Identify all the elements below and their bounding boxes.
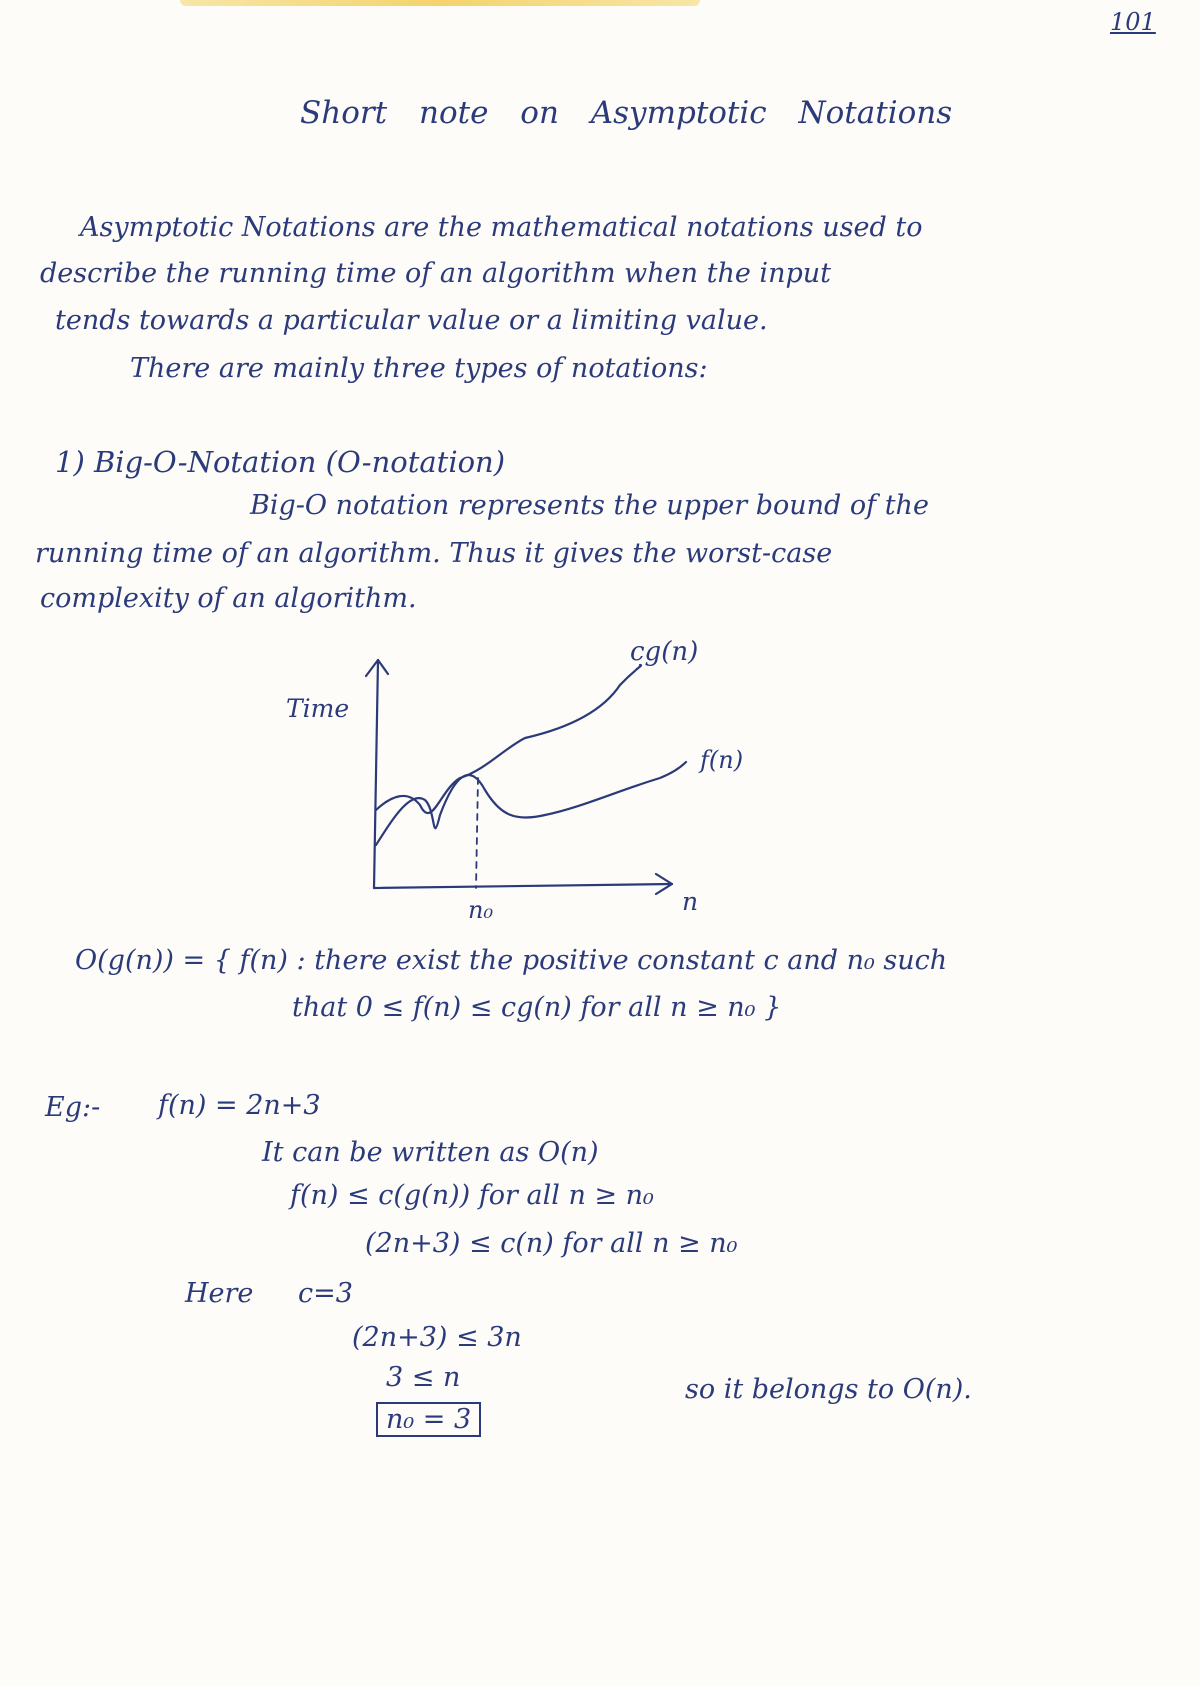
y-axis-label: Time bbox=[286, 694, 350, 723]
x-axis-label: n bbox=[682, 887, 699, 916]
example-step-3: (2n+3) ≤ 3n bbox=[352, 1322, 522, 1353]
f-n-label: f(n) bbox=[700, 746, 744, 774]
c-value: c=3 bbox=[298, 1278, 353, 1309]
example-written-as: It can be written as O(n) bbox=[262, 1137, 599, 1168]
example-function: f(n) = 2n+3 bbox=[158, 1090, 321, 1121]
section-heading-big-o: 1) Big-O-Notation (O-notation) bbox=[55, 445, 506, 479]
section1-line-3: complexity of an algorithm. bbox=[40, 583, 417, 614]
page-title: Short note on Asymptotic Notations bbox=[300, 95, 953, 131]
definition-line-1: O(g(n)) = { f(n) : there exist the positive constant c and n₀ such bbox=[75, 945, 948, 976]
example-step-1: f(n) ≤ c(g(n)) for all n ≥ n₀ bbox=[290, 1180, 654, 1211]
example-step-4: 3 ≤ n bbox=[386, 1362, 461, 1393]
section1-line-2: running time of an algorithm. Thus it gives the worst-case bbox=[35, 538, 833, 569]
cg-n-curve bbox=[376, 665, 641, 813]
here-label: Here bbox=[185, 1278, 254, 1309]
intro-line-3: tends towards a particular value or a limiting value. bbox=[55, 305, 768, 336]
example-step-2: (2n+3) ≤ c(n) for all n ≥ n₀ bbox=[365, 1228, 738, 1259]
n0-dashed-line bbox=[476, 778, 478, 888]
n0-boxed-value: n₀ = 3 bbox=[376, 1402, 481, 1437]
intro-line-1: Asymptotic Notations are the mathematical notations used to bbox=[80, 212, 923, 243]
conclusion: so it belongs to O(n). bbox=[685, 1374, 972, 1405]
intro-line-2: describe the running time of an algorithm when the input bbox=[40, 258, 831, 289]
definition-line-2: that 0 ≤ f(n) ≤ cg(n) for all n ≥ n₀ } bbox=[292, 992, 782, 1023]
example-label: Eg:- bbox=[45, 1092, 101, 1123]
n0-marker-label: n₀ bbox=[468, 896, 494, 924]
f-n-curve bbox=[376, 762, 686, 845]
cg-n-label: cg(n) bbox=[630, 637, 699, 667]
page-number: 101 bbox=[1110, 8, 1156, 36]
x-axis bbox=[374, 884, 672, 888]
section1-line-1: Big-O notation represents the upper bound of the bbox=[250, 490, 929, 521]
y-axis bbox=[374, 660, 378, 888]
intro-line-4: There are mainly three types of notations: bbox=[130, 353, 708, 384]
